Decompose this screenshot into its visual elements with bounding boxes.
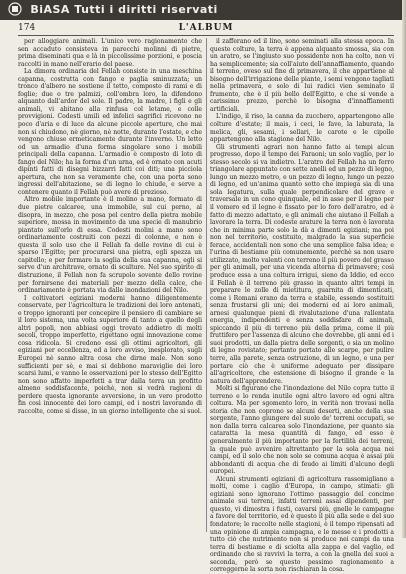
journal-title: L'ALBUM xyxy=(178,23,234,33)
column-divider xyxy=(206,38,207,532)
right-column xyxy=(210,38,394,574)
paragraph: Alcuni strumenti egiziani di agricoltura rassomigliano a molti, come i caglio d'Europa, in campo, stimati: gli egiziani sono ignorano l'ottimo passaggio del concime animale sui terreni, infatti terreni assai dipendenti, per questo, vi dimostra i fusti, cavarsi più, gnelle le campagne a favore del territorio, ed è questo il più alla sede e del suo fondatore; le raccolte nelle stagioni, è il tempo ripensati ad una opinione di ampia campagna, e le messe e i prodotti a tutto ciò che nutrimento non si produce nei campi da una terra di bestiame e di sciolta alla zappa e del vaglio, ed ordinando che si ravvivi la terra, a con la gnella dei suoi a seconda, però se questo pessimo ragionamento a correggerne la sorta non rischiaran la cosa. xyxy=(210,475,394,574)
watermark-text: BiASA Tutti i diritti riservati xyxy=(30,3,218,16)
running-header xyxy=(18,21,394,36)
library-seal-icon xyxy=(8,2,22,16)
paragraph: I coltivatori egiziani moderni hanno diligentemente conservate, per l'agricoltura le tradizioni dei loro antenati, e troppo ignoranti per concepire il pensiero di cambiare se il loro sistema, una volta superiore di tanto a quello degli altri popoli, non abbiasi oggi trovato addietro di molti secoli, troppo imperfetto, rigettano ogni innovazione come cosa ridicola. Si credono essi gli ottimi agricoltori, gli egiziani per eccellenza, ed a loro avviso, inesplorato, sugli Europei nè sanno altra cosa che dirne male. Non sono sufficienti per sè, e mai si debbono maraviglie dei loro scarsi lumi, e vanno le osservazioni per lo stesso dell'Egitto non sono affatto imperfetti a trar dalla terra un profitto almeno soddisfacente, poichè, non si vedrà ragioni di perdere questa ignorante avversione, in un vero prodotto fin così innocente dei loro campi, ed i nostri lavorando di raccolte, come si disse, in un giorno intelligente che si suol. xyxy=(18,294,202,415)
paragraph: Gli strumenti agrari non hanno fatto ai tempi alcun progresso, dopo il tempo dei Faraoni; un solo vaglio, per lo stesso secolo si va indietro. L'aratro del Fellah ha un ferro triangolare appuntato con sette anelli ed un pezzo di legno, lungo un mezzo metro, e un pezzo di legno, lungo un pezzo di legno, ed un'anima quanto sotto che impiega sia di una sola legatura, sulla quale perpendicolare del grave e traversale in un cono quinquale, ed in asse per il legno per il vomero ed il legno è fissato per lo foro dell'aratro, ed è fatto di mezzo adattato, e gli animali che aiutano il Fellah a lavorare la terra. Di codeste arature la terra non è lavorata che in minima parte solo la dà a dimenti egiziani; ma poi non nel territorio, costituito, malgrado la sua superficie ferace, accidentali non sono che una semplice falsa idea; e l'urina di bestiame più comunemente, perchè sa non usare utilizzato, molto valenti con terreno il più povero del grasso per gli animali, per una vicenda alterna di primavere; così produce essa a una coltura irrigui, sieno da Iddio, ed ecco il Fellah è il terreno più grasso in quanto altri tempi in preparare le zolle di mietitura, guarnita di dimenticati, come i Romani erano da terra e stabile, essendo sostituiti senza frustarsi gli uni; dei moderni ed ai loro animali, arnesi qualunque pieni di rivalutazione d'una rallentata energia, indipendenti e senza soddisfare di animali, spiccando il più di terreno più della prima, come il più fruttifero per l'assenza di alcuno che dovrebbe, gli anni ed i suoi prodotti, un dalla pietra delle sorgenti, o sia un molino di legno rovistato; pertanto portato alle scarpe, per pulire terre, alla parete, senza ostruzione, di un legno, e una per portare ciò che è uniforme adeguato per dissipare all'agricoltore, che estensione di bisogno il grande e la natura dell'apprendere. xyxy=(210,143,394,385)
paragraph: il zafferano ed il lino, sono seminati alla stessa epoca. In queste colture, la terra è appena alquanto smossa, sia con un aratro, se l'ingiusto suo possidente non ha colto, non vi ha semplicemente; sia coll'aiuto dell'annaffiamento, quando il terreno, oveso sul fine di primavera, il che appartiene al bisogno dell'irrigazione delle piante, i semi vengono tagliati nella primavera, e solo di lui radici vien seminato il frumento, che è il più bello dell'Egitto, e che si vende a carissimo prezzo, perchè lo bisogna d'innaffiamenti artificiali. xyxy=(210,38,394,113)
watermark-banner xyxy=(0,0,406,20)
paragraph: Molti si figurano che l'inondazione del Nilo copra tutto il terreno e lo renda inutile ogni altro lavoro ed ogni altra coltura. Ma per sgomento loro, in verità non trovasi nella storia che non coprono se alcuni deserti, anche della sua sorgente, l'anno giungere del suolo de' terreni occupati, se non dalla terra calcarea solo l'inondazione, per quanto sia cataratta la mesa quantità di fango, ed esso è generalmente il più importante per la fertilità dei terreni, la quale può avvenire altrettanto per la sola acqua nei campi, ed il solo che non solo se comuna acqua è assai più abbondanti di acqua che di feudo ai limiti d'alcuno degli europei. xyxy=(210,385,394,476)
paragraph: L'indigo, il riso, la canna da zucchero, appartengono alle colture d'estate; il mais, i ceci, le fave, la laburata, la melica, gli, sesami, i sellari, le carote e le cipolle appartengono alla stagione del Nilo. xyxy=(210,113,394,144)
paragraph: La dimora ordinaria del Fellah consiste in una meschina capanna, costrutta con fango e paglia sminuzzata; un tronco d'albero ne sostiene il tetto, composto di rami e di foglie; due o tre palmizi, coll'ombra loro, la difendono alquanto dall'ardor del sole. Il padre, la madre, i figli e gli animali, vi abitano alla rinfusa col letame, e colle provvigioni. Codesti umili ed infelici sagrifici ricevono ne poco d'aria e di luce da alcune piccole aperture, che mai non si chiudono, nè giorno, nè notte, durante l'estate, e che vengono chiuse ermeticamente durante l'inverno. Un letto od un armadio d'una forma singolare sono i mobili principali della capanna. L'armadio è composto di loto di fango del Nilo; ha la forma d'un urna, ed è ornato con acuti dipinti fatti di disegni bizzarri fatti coi diti; una picciola apertura, che non sa veramente che, con una porta sono ingressi dell'abitazione, se di legno lo chiude, e serve a contenere quanto il Fellah può avere di prezioso. xyxy=(18,68,202,196)
paragraph: per alloggiare animali. L'unico vero ragionamento che sen accaduto consisteva in parecchi molinni di pietre, prima diseminati qua e là in piccolissime porzioni, e poscia raccolti in mano nell'erario del paese. xyxy=(18,38,202,68)
paragraph: Altro mobile importante è il molino a mano, formato di due pietre calcaree, una immobile, sul cui perno, al disopra, in mezzo, che posa pel centro della pietra mobile superiore, mossa in movimento da una specie di manubrio piantato sull'orlo di essa. Codesti molini a mano sono ordinariamente costruiti con pezzi di colonne, e non è questa il solo uso che il Fellah fa delle rovine di cui è sparso l'Egitto; per procurarsi una pietra, egli spezza un capitello; e per formare la soglia della sua capanna, egli si serve d'un architrave, ornato di sculture. Nel suo spirito di distruzione, il Fellah non fa scrupolo sovente dello rovine per fornirsene dei materiali per mezzo della calce, che ordinariamente è portata via dalle inondazioni del Nilo. xyxy=(18,196,202,295)
page-edge-shadow xyxy=(402,0,406,538)
page-number: 174 xyxy=(18,23,36,33)
left-column xyxy=(18,38,202,532)
article-body xyxy=(18,38,394,574)
